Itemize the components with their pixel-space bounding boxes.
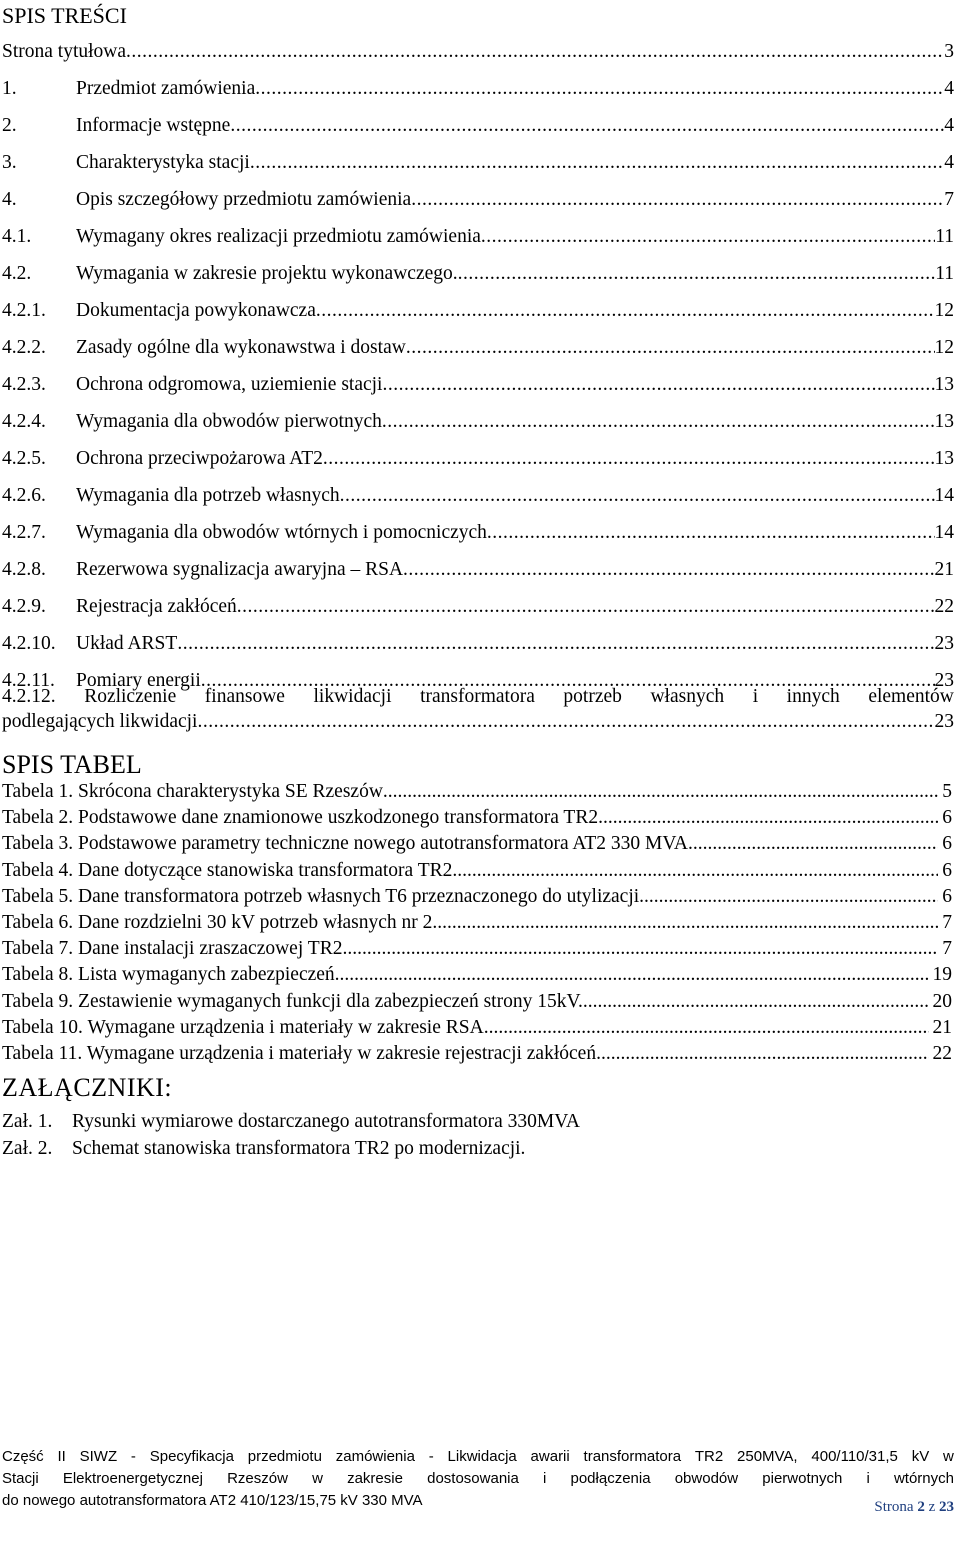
tables-list — [2, 780, 952, 1068]
toc-leader-dots — [382, 410, 935, 434]
table-entry-page: 7 — [942, 911, 952, 933]
toc-entry-number: 4.2.4. — [2, 411, 46, 432]
toc-leader-dots — [583, 990, 929, 1014]
attachment-text: Schemat stanowiska transformatora TR2 po modernizacji. — [72, 1138, 526, 1159]
toc-entry-title: Dokumentacja powykonawcza — [76, 300, 316, 321]
toc-word: i — [752, 686, 759, 707]
footer-word: i — [866, 1470, 870, 1487]
table-entry-page: 6 — [942, 807, 952, 829]
page-total: 23 — [939, 1499, 954, 1515]
toc-entry-page: 12 — [934, 337, 954, 358]
toc-entry-title: Informacje wstępne — [76, 115, 231, 136]
toc-leader-dots — [342, 937, 938, 961]
toc-entry-title: Pomiary energii — [76, 670, 201, 691]
toc-entry-title: Układ ARST — [76, 633, 178, 654]
toc-entry-number: 1. — [2, 78, 17, 99]
footer-word: Likwidacja — [447, 1448, 517, 1465]
toc-leader-dots — [403, 558, 934, 582]
footer-word: zakresie — [347, 1470, 403, 1487]
footer-word: SIWZ — [79, 1448, 118, 1465]
toc-entry-page: 23 — [934, 633, 954, 654]
table-entry[interactable] — [2, 1042, 952, 1068]
toc-entry-title-continuation: podlegających likwidacji — [2, 711, 198, 732]
toc-entry-page: 14 — [934, 522, 954, 543]
toc-entry-number: 4.1. — [2, 226, 32, 247]
toc-entry-number: 4.2.5. — [2, 448, 46, 469]
table-entry-page: 7 — [942, 938, 952, 960]
toc-entry-page: 14 — [934, 485, 954, 506]
attachments-heading: ZAŁĄCZNIKI: — [2, 1073, 173, 1102]
toc-heading: SPIS TREŚCI — [2, 3, 127, 28]
footer-word: i — [543, 1470, 547, 1487]
toc-entry[interactable] — [2, 447, 954, 484]
toc-word: innych — [786, 686, 840, 707]
table-entry-label: Tabela 6. Dane rozdzielni 30 kV potrzeb własnych nr 2 — [2, 911, 433, 933]
footer-word: zamówienia — [335, 1448, 415, 1465]
toc-entry-title: Zasady ogólne dla wykonawstwa i dostaw — [76, 337, 406, 358]
footer-word: - — [130, 1448, 136, 1465]
footer-line-1 — [2, 1446, 954, 1468]
page-label: Strona — [874, 1499, 914, 1515]
table-entry[interactable] — [2, 937, 952, 963]
table-entry[interactable] — [2, 911, 952, 937]
toc-entry[interactable] — [2, 595, 954, 632]
toc-entry-page: 4 — [944, 115, 954, 136]
footer-word: Specyfikacja — [149, 1448, 234, 1465]
toc-entry-number: 2. — [2, 115, 17, 136]
toc-entry-number: 4.2.12. — [2, 686, 56, 707]
table-entry-label: Tabela 2. Podstawowe dane znamionowe uszkodzonego transformatora TR2 — [2, 807, 599, 829]
toc-entry-number: 4.2.9. — [2, 596, 46, 617]
table-entry-label: Tabela 11. Wymagane urządzenia i materiały w zakresie rejestracji zakłóceń — [2, 1042, 597, 1064]
footer-word: w — [312, 1470, 323, 1487]
toc-word: elementów — [868, 686, 954, 707]
toc-entry[interactable] — [2, 558, 954, 595]
toc-entry-title: Wymagany okres realizacji przedmiotu zamówienia — [76, 226, 481, 247]
toc-entry-title: Wymagania w zakresie projektu wykonawczego. — [76, 263, 458, 284]
toc-leader-dots — [237, 595, 935, 619]
toc-entry-page: 13 — [934, 374, 954, 395]
toc-entry-page: 4 — [944, 78, 954, 99]
toc-entry-page: 3 — [944, 41, 954, 62]
footer-word: II — [57, 1448, 66, 1465]
toc-entry[interactable] — [2, 114, 954, 151]
toc-leader-dots — [639, 885, 938, 909]
toc-entry[interactable] — [2, 151, 954, 188]
toc-entry-title: Wymagania dla obwodów pierwotnych — [76, 411, 382, 432]
toc-entry[interactable] — [2, 262, 954, 299]
toc-entry-title: Rejestracja zakłóceń — [76, 596, 237, 617]
toc-entry-page: 4 — [944, 152, 954, 173]
toc-entry-title: Wymagania dla potrzeb własnych — [76, 485, 340, 506]
toc-leader-dots — [382, 373, 934, 397]
attachment-label: Zał. 1. — [2, 1111, 53, 1132]
table-entry-label: Tabela 10. Wymagane urządzenia i materiały w zakresie RSA — [2, 1016, 484, 1038]
table-entry[interactable] — [2, 990, 952, 1016]
table-entry[interactable] — [2, 885, 952, 911]
toc-entry-number: 4.2.2. — [2, 337, 46, 358]
page-separator: z — [928, 1499, 936, 1515]
table-entry-label: Tabela 5. Dane transformatora potrzeb własnych T6 przeznaczonego do utylizacji — [2, 885, 640, 907]
toc-leader-dots — [452, 859, 938, 883]
table-entry[interactable] — [2, 780, 952, 806]
toc-entry-number: 4.2.10. — [2, 633, 56, 654]
toc-leader-dots — [432, 911, 938, 935]
toc-entry[interactable] — [2, 225, 954, 262]
toc-wrapped-first-line — [2, 684, 954, 709]
footer-word: Stacji — [2, 1470, 39, 1487]
toc-leader-dots — [323, 447, 935, 471]
toc-leader-dots — [340, 963, 929, 987]
footer-word: kV — [911, 1448, 930, 1465]
table-entry-label: Tabela 8. Lista wymaganych zabezpieczeń. — [2, 964, 340, 986]
table-entry-page: 6 — [942, 833, 952, 855]
toc-entry-number: 3. — [2, 152, 17, 173]
attachment-entry[interactable] — [2, 1108, 580, 1135]
toc-leader-dots — [406, 336, 935, 360]
table-entry-label: Tabela 4. Dane dotyczące stanowiska transformatora TR2 — [2, 859, 453, 881]
toc-leader-dots — [598, 806, 938, 830]
toc-leader-dots — [230, 114, 944, 138]
toc-entry-title: Ochrona odgromowa, uziemienie stacji — [76, 374, 383, 395]
toc-entry-title: Strona tytułowa — [2, 41, 127, 62]
page-number — [874, 1496, 954, 1518]
toc-entry-number: 4.2.7. — [2, 522, 46, 543]
toc-entry-page: 22 — [934, 596, 954, 617]
toc-entry[interactable] — [2, 336, 954, 373]
toc-entry-number: 4. — [2, 189, 17, 210]
footer-word: - — [428, 1448, 434, 1465]
toc-word: własnych — [650, 686, 725, 707]
table-entry-label: Tabela 3. Podstawowe parametry techniczne nowego autotransformatora AT2 330 MVA — [2, 833, 688, 855]
toc-entry-page: 23 — [934, 670, 954, 691]
table-entry-label: Tabela 7. Dane instalacji zraszaczowej TR2 — [2, 938, 343, 960]
toc-leader-dots — [688, 832, 938, 856]
table-entry[interactable] — [2, 1016, 952, 1042]
attachment-label: Zał. 2. — [2, 1138, 53, 1159]
table-entry[interactable] — [2, 832, 952, 858]
toc-leader-dots — [596, 1042, 928, 1066]
toc-word: Rozliczenie — [84, 686, 177, 707]
toc-entry[interactable] — [2, 40, 954, 77]
toc-entry-page: 7 — [944, 189, 954, 210]
toc-leader-dots — [255, 77, 944, 101]
toc-entry[interactable] — [2, 188, 954, 225]
toc-entry-page: 13 — [934, 448, 954, 469]
footer-word: 400/110/31,5 — [811, 1448, 898, 1465]
toc-leader-dots — [383, 780, 938, 804]
footer-line-3 — [2, 1490, 954, 1515]
table-entry[interactable] — [2, 963, 952, 989]
toc-word: finansowe — [204, 686, 285, 707]
footer-text: do nowego autotransformatora AT2 410/123/15,75 kV 330 MVA — [2, 1492, 423, 1509]
table-entry-page: 21 — [932, 1016, 952, 1038]
toc-entry-title: Przedmiot zamówienia — [76, 78, 256, 99]
toc-entry-page: 11 — [935, 263, 954, 284]
toc-leader-dots — [126, 40, 944, 64]
toc-word: likwidacji — [313, 686, 392, 707]
toc-entry-number: 4.2.1. — [2, 300, 46, 321]
footer-word: przedmiotu — [247, 1448, 322, 1465]
toc-entry-number: 4.2.6. — [2, 485, 46, 506]
toc-entry-number: 4.2.8. — [2, 559, 46, 580]
footer-word: wtórnych — [893, 1470, 954, 1487]
footer-word: Rzeszów — [227, 1470, 288, 1487]
table-entry-page: 20 — [932, 990, 952, 1012]
footer-word: transformatora — [583, 1448, 682, 1465]
footer-word: awarii — [530, 1448, 570, 1465]
toc-entry-page: 13 — [934, 411, 954, 432]
attachments-list — [2, 1108, 580, 1162]
table-entry-page: 6 — [942, 859, 952, 881]
toc-entry-number: 4.2.11. — [2, 670, 55, 691]
toc-entry-title: Ochrona przeciwpożarowa AT2 — [76, 448, 323, 469]
toc-leader-dots — [458, 262, 936, 286]
toc-entry-page: 23 — [934, 711, 954, 732]
toc-leader-dots — [316, 299, 935, 323]
attachment-entry[interactable] — [2, 1135, 580, 1162]
page-current: 2 — [917, 1499, 925, 1515]
toc-leader-dots — [340, 484, 935, 508]
toc-entry[interactable] — [2, 521, 954, 558]
table-entry-label: Tabela 1. Skrócona charakterystyka SE Rzeszów — [2, 781, 383, 802]
toc-entry-number: 4.2. — [2, 263, 32, 284]
page-footer — [2, 1446, 954, 1515]
toc-entry[interactable] — [2, 77, 954, 114]
toc-entry-page: 12 — [934, 300, 954, 321]
footer-word: Elektroenergetycznej — [62, 1470, 203, 1487]
toc-entry-number: 4.2.3. — [2, 374, 46, 395]
toc-entry-title: Charakterystyka stacji — [76, 152, 250, 173]
footer-word: TR2 — [694, 1448, 724, 1465]
toc-entry[interactable] — [2, 373, 954, 410]
table-entry-page: 6 — [942, 885, 952, 907]
toc-leader-dots — [177, 632, 934, 656]
footer-word: pierwotnych — [762, 1470, 843, 1487]
toc-entry-title: Wymagania dla obwodów wtórnych i pomocniczych — [76, 522, 487, 543]
toc-leader-dots — [481, 225, 935, 249]
footer-word: 250MVA, — [737, 1448, 798, 1465]
table-entry-page: 19 — [932, 964, 952, 986]
toc-leader-dots — [411, 188, 944, 212]
attachment-text: Rysunki wymiarowe dostarczanego autotransformatora 330MVA — [72, 1111, 580, 1132]
footer-word: obwodów — [674, 1470, 739, 1487]
toc-wrapped-second-line — [2, 709, 954, 734]
toc-entry-wrapped[interactable] — [2, 684, 954, 734]
toc-leader-dots — [487, 521, 935, 545]
footer-word: podłączenia — [570, 1470, 651, 1487]
toc-entry[interactable] — [2, 632, 954, 669]
table-entry[interactable] — [2, 859, 952, 885]
footer-word: Część — [2, 1448, 44, 1465]
toc-word: transformatora — [420, 686, 535, 707]
table-entry-page: 22 — [932, 1042, 952, 1064]
toc-leader-dots — [484, 1016, 929, 1040]
footer-word: dostosowania — [427, 1470, 519, 1487]
toc-entry-page: 21 — [934, 559, 954, 580]
toc-leader-dots — [250, 151, 944, 175]
toc-list — [2, 40, 954, 706]
toc-entry[interactable] — [2, 410, 954, 447]
toc-entry-page: 11 — [935, 226, 954, 247]
tables-heading: SPIS TABEL — [2, 750, 142, 779]
footer-line-2 — [2, 1468, 954, 1490]
toc-leader-dots — [197, 709, 934, 734]
toc-entry[interactable] — [2, 484, 954, 521]
toc-entry[interactable] — [2, 299, 954, 336]
table-entry-label: Tabela 9. Zestawienie wymaganych funkcji dla zabezpieczeń strony 15kV. — [2, 990, 583, 1012]
toc-entry-title: Rezerwowa sygnalizacja awaryjna – RSA — [76, 559, 404, 580]
footer-word: w — [943, 1448, 954, 1465]
table-entry[interactable] — [2, 806, 952, 832]
toc-word: potrzeb — [563, 686, 622, 707]
toc-entry-title: Opis szczegółowy przedmiotu zamówienia — [76, 189, 412, 210]
table-entry-page: 5 — [942, 781, 952, 802]
